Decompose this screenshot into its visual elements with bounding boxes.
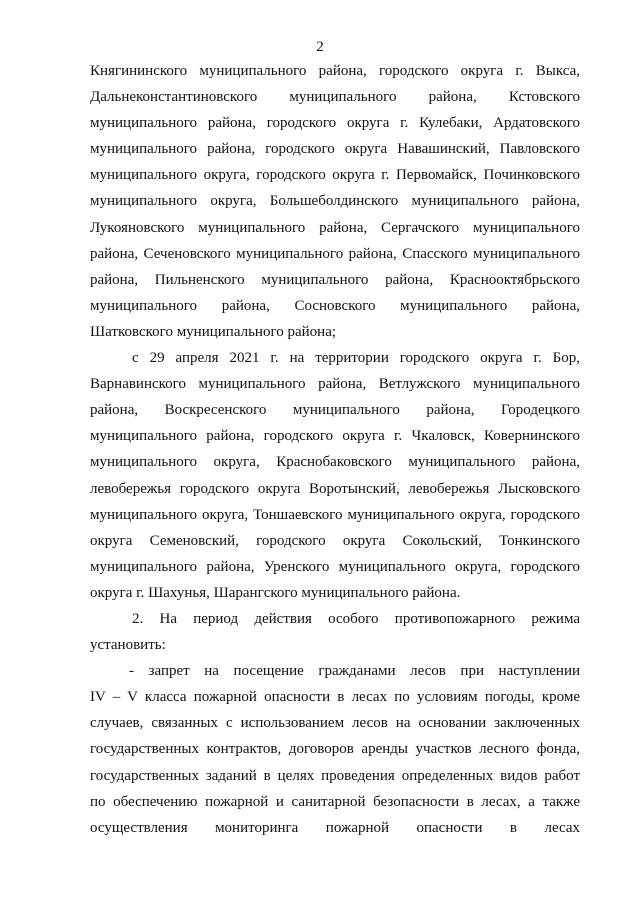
page-number: 2	[316, 39, 324, 55]
text-line: муниципального района, городского округа г. Кулебаки, Ардатовского	[90, 115, 580, 132]
text-line: установить:	[90, 637, 166, 654]
text-line: муниципального района, городского округа г. Чкаловск, Ковернинского	[90, 428, 580, 445]
text-line: Дальнеконстантиновского муниципального района, Кстовского	[90, 89, 580, 106]
text-line: по обеспечению пожарной и санитарной безопасности в лесах, а также	[90, 793, 580, 810]
text-line: осуществления мониторинга пожарной опасности в лесах	[90, 819, 580, 836]
text-line: с 29 апреля 2021 г. на территории городского округа г. Бор,	[132, 350, 580, 367]
text-line: Варнавинского муниципального района, Ветлужского муниципального	[90, 376, 580, 393]
text-line: муниципального района, Сосновского муниципального района,	[90, 297, 580, 314]
text-line: Княгининского муниципального района, городского округа г. Выкса,	[90, 63, 580, 79]
text-line: муниципального района, городского округа Навашинский, Павловского	[90, 141, 580, 158]
text-line: муниципального района, Уренского муниципального округа, городского	[90, 558, 580, 575]
text-line: муниципального округа, Большеболдинского муниципального района,	[90, 193, 580, 210]
text-line: округа Семеновский, городского округа Сокольский, Тонкинского	[90, 532, 580, 549]
text-line: государственных контрактов, договоров аренды участков лесного фонда,	[90, 741, 580, 758]
text-line: IV – V класса пожарной опасности в лесах по условиям погоды, кроме	[90, 689, 580, 706]
text-line: случаев, связанных с использованием лесов на основании заключенных	[90, 715, 580, 732]
text-line: левобережья городского округа Воротынский, левобережья Лысковского	[90, 480, 580, 497]
text-line: Лукояновского муниципального района, Сергачского муниципального	[90, 219, 580, 236]
document-body	[90, 58, 580, 841]
text-line: Шатковского муниципального района;	[90, 323, 337, 340]
text-line: муниципального округа, Тоншаевского муниципального округа, городского	[90, 506, 580, 523]
text-line: муниципального округа, Краснобаковского муниципального района,	[90, 454, 580, 471]
text-line: района, Пильненского муниципального района, Краснооктябрьского	[90, 271, 580, 288]
text-line: муниципального округа, городского округа г. Первомайск, Починковского	[90, 167, 580, 184]
text-line: 2. На период действия особого противопожарного режима	[132, 610, 580, 627]
text-line: - запрет на посещение гражданами лесов при наступлении	[129, 663, 580, 680]
text-line: округа г. Шахунья, Шарангского муниципального района.	[90, 584, 461, 601]
text-line: государственных заданий в целях проведения определенных видов работ	[90, 767, 580, 784]
text-line: района, Воскресенского муниципального района, Городецкого	[90, 402, 580, 419]
text-line: района, Сеченовского муниципального района, Спасского муниципального	[90, 245, 580, 262]
